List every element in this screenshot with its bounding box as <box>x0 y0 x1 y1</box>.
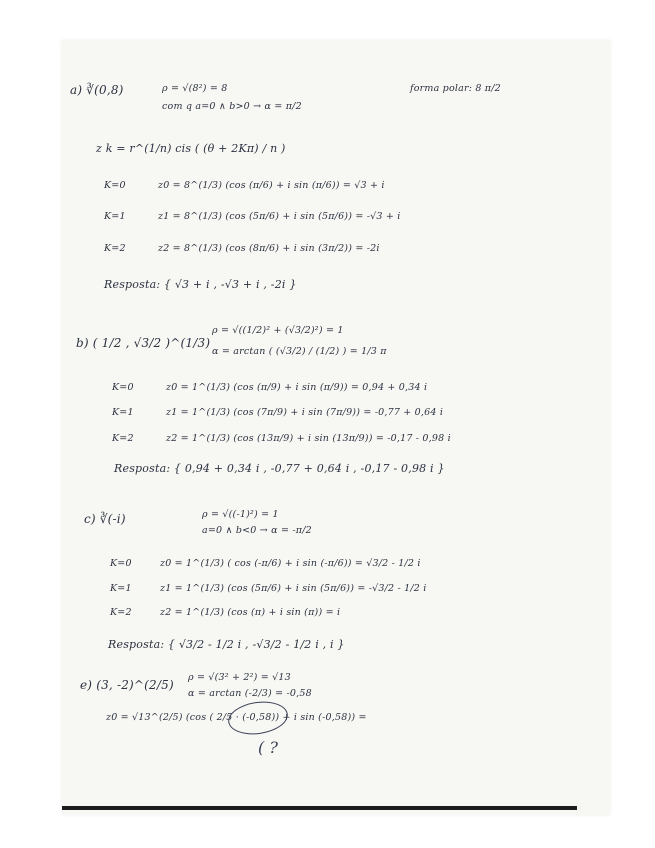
part-c-rho: ρ = √((-1)²) = 1 <box>202 509 279 520</box>
part-b-problem: b) ( 1/2 , √3/2 )^(1/3) <box>76 336 211 350</box>
part-c-condition: a=0 ∧ b<0 → α = -π/2 <box>202 525 312 536</box>
part-a-k1-label: K=1 <box>104 211 126 222</box>
part-e-z0: z0 = √13^(2/5) (cos ( 2/5 · (-0,58)) + i sin (-0,58)) = <box>106 712 367 723</box>
part-c-k1-label: K=1 <box>110 583 132 594</box>
part-e-scribble: ( ? <box>258 738 278 757</box>
part-e-problem: e) (3, -2)^(2/5) <box>80 678 174 692</box>
part-e-rho: ρ = √(3² + 2²) = √13 <box>188 672 291 683</box>
part-a-k0-label: K=0 <box>104 180 126 191</box>
page-bottom-edge <box>62 806 577 810</box>
part-c-k1: z1 = 1^(1/3) (cos (5π/6) + i sin (5π/6)) = -√3/2 - 1/2 i <box>160 583 427 594</box>
part-a-answer: Resposta: { √3 + i , -√3 + i , -2i } <box>104 278 297 291</box>
part-c-k0-label: K=0 <box>110 558 132 569</box>
part-b-alpha: α = arctan ( (√3/2) / (1/2) ) = 1/3 π <box>212 346 387 357</box>
part-b-k2-label: K=2 <box>112 433 134 444</box>
part-a-condition: com q a=0 ∧ b>0 → α = π/2 <box>162 101 302 112</box>
part-b-k2: z2 = 1^(1/3) (cos (13π/9) + i sin (13π/9)) = -0,17 - 0,98 i <box>166 433 451 444</box>
part-c-k0: z0 = 1^(1/3) ( cos (-π/6) + i sin (-π/6)) = √3/2 - 1/2 i <box>160 558 421 569</box>
part-b-answer: Resposta: { 0,94 + 0,34 i , -0,77 + 0,64 i , -0,17 - 0,98 i } <box>114 462 445 475</box>
part-c-answer: Resposta: { √3/2 - 1/2 i , -√3/2 - 1/2 i , i } <box>108 638 345 651</box>
part-a-k0: z0 = 8^(1/3) (cos (π/6) + i sin (π/6)) = √3 + i <box>158 180 385 191</box>
part-a-rho: ρ = √(8²) = 8 <box>162 83 228 94</box>
part-c-k2-label: K=2 <box>110 607 132 618</box>
part-e-alpha: α = arctan (-2/3) = -0,58 <box>188 688 312 699</box>
part-b-k0-label: K=0 <box>112 382 134 393</box>
part-b-k1: z1 = 1^(1/3) (cos (7π/9) + i sin (7π/9)) = -0,77 + 0,64 i <box>166 407 444 418</box>
part-a-polar-form: forma polar: 8 π/2 <box>410 83 501 94</box>
part-b-k0: z0 = 1^(1/3) (cos (π/9) + i sin (π/9)) = 0,94 + 0,34 i <box>166 382 428 393</box>
notebook-page <box>62 40 610 815</box>
part-b-rho: ρ = √((1/2)² + (√3/2)²) = 1 <box>212 325 344 336</box>
part-a-k2-label: K=2 <box>104 243 126 254</box>
part-c-k2: z2 = 1^(1/3) (cos (π) + i sin (π)) = i <box>160 607 341 618</box>
part-a-formula: z k = r^(1/n) cis ( (θ + 2Kπ) / n ) <box>96 142 286 155</box>
part-a-k1: z1 = 8^(1/3) (cos (5π/6) + i sin (5π/6)) = -√3 + i <box>158 211 401 222</box>
part-a-problem: a) ∛(0,8) <box>70 83 124 97</box>
part-b-k1-label: K=1 <box>112 407 134 418</box>
part-c-problem: c) ∛(-i) <box>84 512 126 526</box>
part-a-k2: z2 = 8^(1/3) (cos (8π/6) + i sin (3π/2)) = -2i <box>158 243 380 254</box>
